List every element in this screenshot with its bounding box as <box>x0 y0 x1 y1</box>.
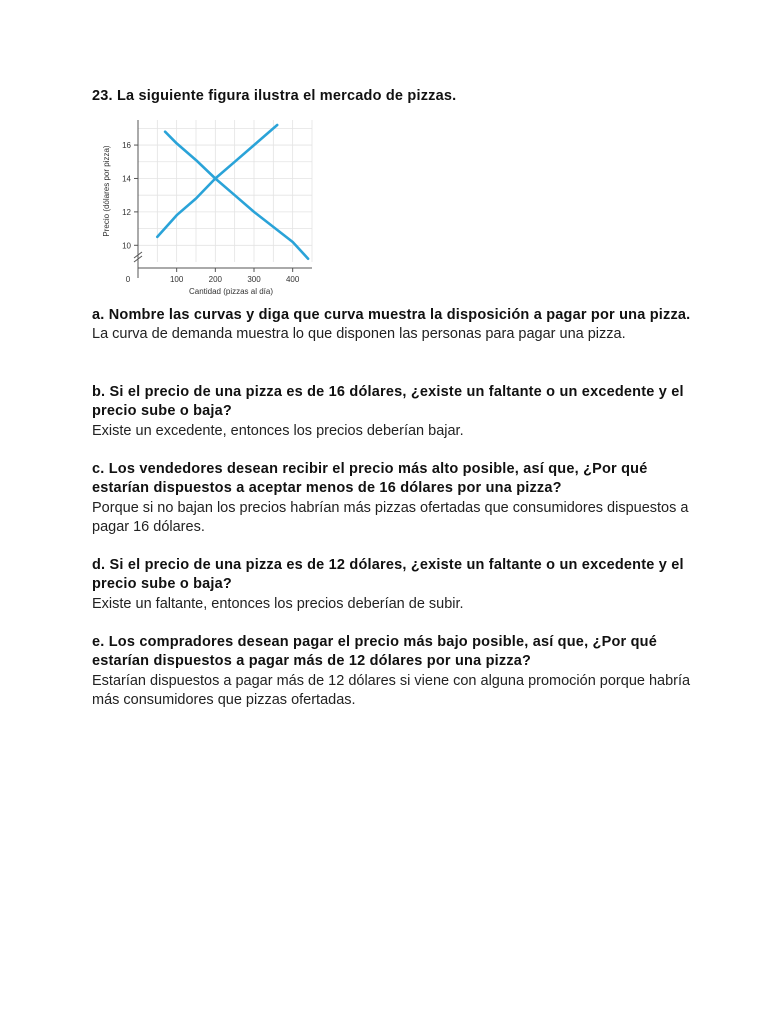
answer-d-text: Existe un faltante, entonces los precios deberían de subir. <box>92 595 464 612</box>
question-d <box>92 556 692 614</box>
page-title: 23. La siguiente figura ilustra el mercado de pizzas. <box>92 88 457 104</box>
x-tick-label: 300 <box>247 275 261 284</box>
y-tick-label: 14 <box>122 174 131 184</box>
x-tick-label: 400 <box>285 275 300 284</box>
x-tick-label: 200 <box>208 275 223 284</box>
question-c <box>92 460 692 537</box>
answer-b-text: Existe un excedente, entonces los precios deberían bajar. <box>92 422 464 439</box>
question-d-text: d. Si el precio de una pizza es de 12 dólares, ¿existe un faltante o un excedente y el precio sube o baja? <box>92 557 684 593</box>
y-axis-label: Precio (dólares por pizza) <box>102 145 111 237</box>
y-tick-label: 16 <box>122 141 131 151</box>
answer-c-text: Porque si no bajan los precios habrían más pizzas ofertadas que consumidores dispuestos a pagar 16 dólares. <box>92 499 689 535</box>
y-tick-label: 12 <box>122 207 131 217</box>
market-chart <box>96 112 328 302</box>
y-tick-label: 10 <box>122 241 131 251</box>
question-b <box>92 383 692 441</box>
question-c-text: c. Los vendedores desean recibir el precio más alto posible, así que, ¿Por qué estarían dispuestos a aceptar menos de 16 dólares por una pizza? <box>92 461 648 497</box>
x-tick-label: 0 <box>125 275 131 284</box>
x-tick-label: 100 <box>169 275 184 284</box>
question-e <box>92 633 692 710</box>
question-b-text: b. Si el precio de una pizza es de 16 dólares, ¿existe un faltante o un excedente y el precio sube o baja? <box>92 384 684 420</box>
question-a-text: a. Nombre las curvas y diga que curva muestra la disposición a pagar por una pizza. <box>92 307 691 323</box>
question-e-text: e. Los compradores desean pagar el precio más bajo posible, así que, ¿Por qué estarían dispuestos a pagar más de 12 dólares por una pizza? <box>92 634 657 670</box>
x-axis-label: Cantidad (pizzas al día) <box>188 287 274 296</box>
market-chart-svg <box>96 112 328 302</box>
question-a <box>92 306 692 345</box>
answer-e-text: Estarían dispuestos a pagar más de 12 dólares si viene con alguna promoción porque habría más consumidores que pizzas ofertadas. <box>92 672 691 708</box>
answer-a-text: La curva de demanda muestra lo que disponen las personas para pagar una pizza. <box>92 326 626 343</box>
